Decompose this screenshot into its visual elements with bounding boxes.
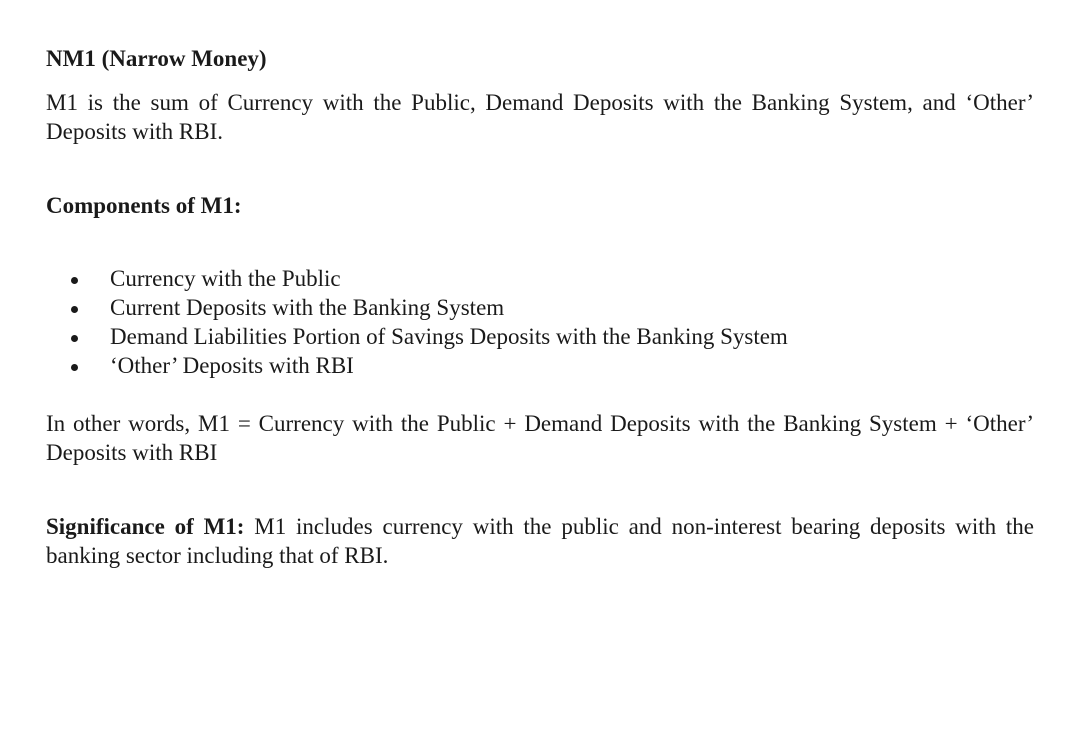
significance-text: M1 includes currency with the public and non-interest bearing deposits with the banking sector including that of RBI. [46, 514, 1035, 568]
list-item-text: Currency with the Public [110, 266, 341, 291]
m1-formula: In other words, M1 = Currency with the Public + Demand Deposits with the Banking System + ‘Other’ Deposits with RBI [46, 411, 1034, 465]
list-item [46, 264, 1034, 293]
significance-paragraph [46, 512, 1034, 570]
list-item-text: Demand Liabilities Portion of Savings Deposits with the Banking System [110, 324, 788, 349]
list-item-text: Current Deposits with the Banking System [110, 295, 505, 320]
list-item [46, 322, 1034, 351]
bullet-icon [71, 364, 78, 371]
document-body [46, 44, 1034, 570]
m1-definition: M1 is the sum of Currency with the Public, Demand Deposits with the Banking System, and ‘Other’ Deposits with RBI. [46, 90, 1034, 144]
section-title: NM1 (Narrow Money) [46, 46, 267, 71]
bullet-icon [71, 335, 78, 342]
list-item [46, 351, 1034, 380]
bullet-icon [71, 277, 78, 284]
components-heading: Components of M1: [46, 193, 242, 218]
components-list [46, 264, 1034, 380]
bullet-icon [71, 306, 78, 313]
list-item [46, 293, 1034, 322]
list-item-text: ‘Other’ Deposits with RBI [110, 353, 354, 378]
significance-label: Significance of M1: [46, 514, 245, 539]
